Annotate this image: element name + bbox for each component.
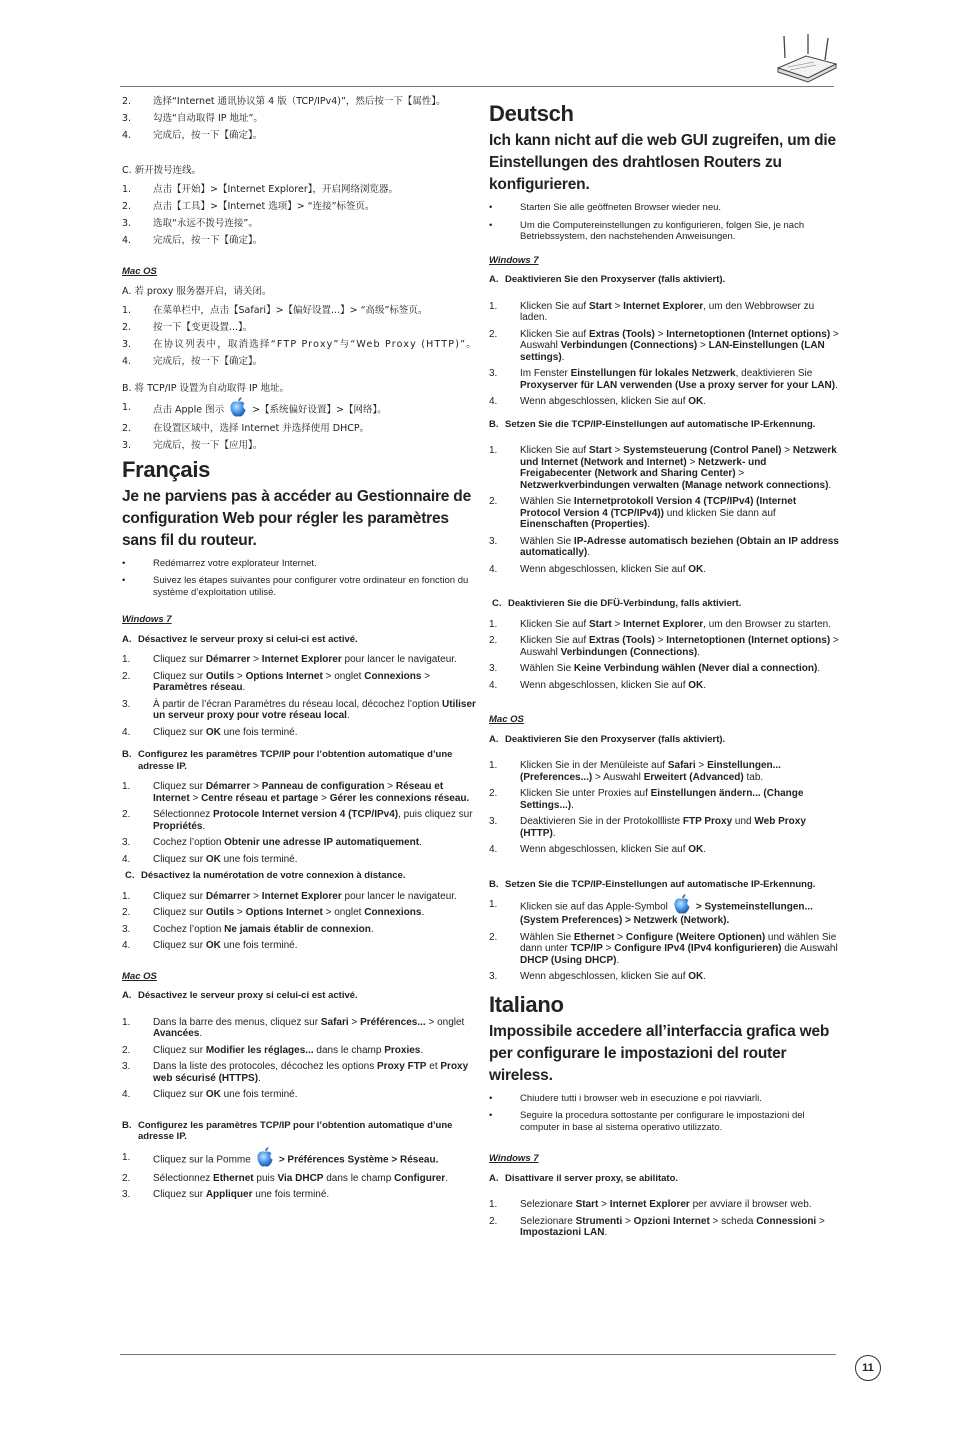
list-item: 4. 完成后，按一下【确定】。 <box>122 355 263 367</box>
left-column <box>122 96 478 1206</box>
list-item: 3. 勾选“自动取得 IP 地址”。 <box>122 113 263 124</box>
section-title-deutsch: Deutsch <box>489 101 574 126</box>
os-heading: Mac OS <box>489 714 524 725</box>
list-item: 2. Cliquez sur Outils > Options Internet > onglet Connexions. <box>122 907 425 918</box>
list-item: 3. Dans la liste des protocoles, décochez les options Proxy FTP et Proxy web sécurisé (HTTPS). <box>122 1061 469 1084</box>
list-item: 2. Sélectionnez Ethernet puis Via DHCP dans le champ Configurer. <box>122 1172 448 1184</box>
apple-icon <box>228 396 248 418</box>
list-item: 2. 在设置区域中，选择 Internet 并选择使用 DHCP。 <box>122 422 370 434</box>
list-item: 2. Wählen Sie Internetprotokoll Version 4 (TCP/IPv4) (Internet Protocol Version 4 (TCP/IPv4)) und klicken Sie dann auf Einenschaften (Properties). <box>489 496 797 530</box>
list-item: 4. Cliquez sur OK une fois terminé. <box>122 1089 298 1100</box>
page-number: 11 <box>855 1355 881 1381</box>
subsection-heading: A. Désactivez le serveur proxy si celui-ci est activé. <box>122 633 358 645</box>
list-item: 2. Klicken Sie auf Extras (Tools) > Internetoptionen (Internet options) > Auswahl Verbindungen (Connections). <box>489 635 839 658</box>
list-item: 1. Cliquez sur la Pomme > Préférences Système > Réseau. <box>122 1152 478 1168</box>
list-item: 1. Klicken Sie auf Start > Internet Explorer, um den Browser zu starten. <box>489 618 832 630</box>
section-heading: B. 将 TCP/IP 设置为自动取得 IP 地址。 <box>122 382 290 394</box>
list-item: 4. Wenn abgeschlossen, klicken Sie auf OK. <box>489 679 707 691</box>
subsection-heading: A. Deaktivieren Sie den Proxyserver (falls aktiviert). <box>489 733 726 745</box>
router-icon <box>776 34 838 84</box>
bullet-item: • Seguire la procedura sottostante per configurare le impostazioni del computer in base al sistema operativo utilizzato. <box>489 1110 805 1133</box>
section-title-italiano: Italiano <box>489 991 564 1017</box>
list-item: 3. 选取“永远不拨号连接”。 <box>122 218 258 229</box>
subsection-heading: B. Configurez les paramètres TCP/IP pour l’obtention automatique d’une adresse IP. <box>122 1119 453 1142</box>
bullet-item: • Starten Sie alle geöffneten Browser wieder neu. <box>489 202 722 213</box>
list-item: 4. Wenn abgeschlossen, klicken Sie auf OK. <box>489 844 707 855</box>
list-item: 4. Cliquez sur OK une fois terminé. <box>122 940 298 951</box>
os-heading: Windows 7 <box>489 254 539 266</box>
list-item: 3. Deaktivieren Sie in der Protokollliste FTP Proxy und Web Proxy (HTTP). <box>489 816 806 839</box>
list-item: 3. 在协议列表中，取消选择“FTP Proxy”与“Web Proxy (HTTP)”。 <box>122 338 477 350</box>
list-item: 3. Cliquez sur Appliquer une fois terminé. <box>122 1189 330 1200</box>
subsection-heading: A. Deaktivieren Sie den Proxyserver (falls aktiviert). <box>489 274 726 285</box>
list-item: 2. 选择“Internet 通讯协议第 4 版（TCP/IPv4)”，然后按一下【属性】。 <box>122 96 446 107</box>
list-item: 2. Cliquez sur Modifier les réglages... dans le champ Proxies. <box>122 1044 424 1056</box>
list-item: 2. Wählen Sie Ethernet > Configure (Weitere Optionen) und wählen Sie dann unter TCP/IP > Configure IPv4 (IPv4 konfigurieren) die Auswahl DHCP (Using DHCP). <box>489 931 838 966</box>
os-heading: Windows 7 <box>489 1153 539 1164</box>
list-item: 2. 按一下【变更设置...】。 <box>122 321 253 333</box>
list-item: 4. 完成后，按一下【确定】。 <box>122 235 263 246</box>
subsection-heading: B. Setzen Sie die TCP/IP-Einstellungen auf automatische IP-Erkennung. <box>489 418 816 430</box>
os-heading: Mac OS <box>122 970 157 982</box>
right-column <box>489 96 839 1244</box>
bullet-item: • Redémarrez votre explorateur Internet. <box>122 557 317 569</box>
list-item: 2. 点击【工具】>【Internet 选项】> “连接”标签页。 <box>122 201 375 212</box>
section-heading: C. 新开拨号连线。 <box>122 165 202 176</box>
list-item: 1. 在菜单栏中，点击【Safari】>【偏好设置...】> “高级”标签页。 <box>122 304 428 316</box>
list-item: 1. 点击【开始】>【Internet Explorer】，开启网络浏览器。 <box>122 184 399 195</box>
list-item: 4. 完成后，按一下【确定】。 <box>122 130 263 141</box>
bullet-item: • Suivez les étapes suivantes pour configurer votre ordinateur en fonction du système d’exploitation utilisé. <box>122 575 469 598</box>
list-item: 3. Wählen Sie IP-Adresse automatisch beziehen (Obtain an IP address automatically). <box>489 535 839 558</box>
apple-icon <box>255 1146 275 1168</box>
list-item: 2. Klicken Sie unter Proxies auf Einstellungen ändern... (Change Settings...). <box>489 788 804 811</box>
subsection-heading: A. Désactivez le serveur proxy si celui-ci est activé. <box>122 990 358 1001</box>
list-item: 1. Cliquez sur Démarrer > Panneau de configuration > Réseau et Internet > Centre réseau et partage > Gérer les connexions réseau. <box>122 781 470 804</box>
list-item: 3. Cochez l’option Ne jamais établir de connexion. <box>122 923 374 935</box>
list-item: 3. À partir de l’écran Paramètres du réseau local, décochez l’option Utiliser un serveur proxy pour votre réseau local. <box>122 698 476 721</box>
bullet-item: • Chiudere tutti i browser web in esecuzione e poi riavviarli. <box>489 1092 762 1104</box>
subsection-heading: C. Désactivez la numérotation de votre connexion à distance. <box>125 870 406 881</box>
list-item: 3. Wählen Sie Keine Verbindung wählen (Never dial a connection). <box>489 663 821 674</box>
list-item: 2. Sélectionnez Protocole Internet version 4 (TCP/IPv4), puis cliquez sur Propriétés. <box>122 809 473 832</box>
list-item: 3. Im Fenster Einstellungen für lokales Netzwerk, deaktivieren Sie Proxyserver für LAN verwenden (Use a proxy server for your LAN). <box>489 368 838 391</box>
faq-question: Je ne parviens pas à accéder au Gestionnaire de configuration Web pour régler les paramètres sans fil du routeur. <box>122 487 471 549</box>
list-item: 1. Selezionare Start > Internet Explorer per avviare il browser web. <box>489 1199 812 1210</box>
list-item: 1. Klicken Sie in der Menüleiste auf Safari > Einstellungen... (Preferences...) > Auswahl Erweitert (Advanced) tab. <box>489 760 781 783</box>
list-item: 1. Cliquez sur Démarrer > Internet Explorer pour lancer le navigateur. <box>122 654 457 665</box>
bullet-item: • Um die Computereinstellungen zu konfigurieren, folgen Sie, je nach Betriebssystem, den nachstehenden Anweisungen. <box>489 219 805 242</box>
section-title-francais: Français <box>122 456 211 482</box>
list-item: 2. Cliquez sur Outils > Options Internet > onglet Connexions > Paramètres réseau. <box>122 670 431 693</box>
os-heading: Windows 7 <box>122 614 172 625</box>
list-item: 4. Wenn abgeschlossen, klicken Sie auf OK. <box>489 396 707 407</box>
list-item: 4. Wenn abgeschlossen, klicken Sie auf OK. <box>489 563 707 575</box>
list-item: 4. Cliquez sur OK une fois terminé. <box>122 853 298 865</box>
subsection-heading: A. Disattivare il server proxy, se abilitato. <box>489 1172 679 1184</box>
header-rule <box>120 86 834 87</box>
apple-icon <box>672 893 692 915</box>
list-item: 3. 完成后，按一下【应用】。 <box>122 439 263 451</box>
faq-question: Ich kann nicht auf die web GUI zugreifen, um die Einstellungen des drahtlosen Routers zu konfigurieren. <box>489 132 836 193</box>
section-heading: A. 若 proxy 服务器开启，请关闭。 <box>122 285 272 297</box>
list-item: 3. Cochez l’option Obtenir une adresse IP automatiquement. <box>122 837 422 848</box>
subsection-heading: B. Configurez les paramètres TCP/IP pour l’obtention automatique d’une adresse IP. <box>122 749 453 772</box>
list-item: 3. Wenn abgeschlossen, klicken Sie auf OK. <box>489 971 707 982</box>
list-item: 1. Dans la barre des menus, cliquez sur Safari > Préférences... > onglet Avancées. <box>122 1016 465 1039</box>
list-item: 1. Klicken Sie auf Start > Internet Explorer, um den Webbrowser zu laden. <box>489 300 815 323</box>
list-item: 4. Cliquez sur OK une fois terminé. <box>122 726 298 738</box>
subsection-heading: C. Deaktivieren Sie die DFÜ-Verbindung, falls aktiviert. <box>492 598 742 609</box>
footer-rule <box>120 1354 836 1355</box>
list-item: 1. 点击 Apple 图示 >【系统偏好设置】>【网络】。 <box>122 402 478 418</box>
subsection-heading: B. Setzen Sie die TCP/IP-Einstellungen auf automatische IP-Erkennung. <box>489 878 816 890</box>
list-item: 2. Selezionare Strumenti > Opzioni Internet > scheda Connessioni > Impostazioni LAN. <box>489 1215 825 1238</box>
faq-question: Impossibile accedere all’interfaccia grafica web per configurare le impostazioni del router wireless. <box>489 1022 830 1084</box>
list-item: 1. Klicken Sie auf Start > Systemsteuerung (Control Panel) > Netzwerk und Internet (Network and Internet) > Netzwerk- und Freigabecenter (Network and Sharing Center) > Netzwerkverbindungen verwalten (Manage network connections). <box>489 445 837 491</box>
list-item: 1. Cliquez sur Démarrer > Internet Explorer pour lancer le navigateur. <box>122 890 457 902</box>
list-item: 1. Klicken sie auf das Apple-Symbol > Systemeinstellungen... (System Preferences) > Netzwerk (Network). <box>489 899 839 927</box>
os-heading: Mac OS <box>122 266 157 277</box>
list-item: 2. Klicken Sie auf Extras (Tools) > Internetoptionen (Internet options) > Auswahl Verbindungen (Connections) > LAN-Einstellungen (LAN settings). <box>489 328 839 363</box>
